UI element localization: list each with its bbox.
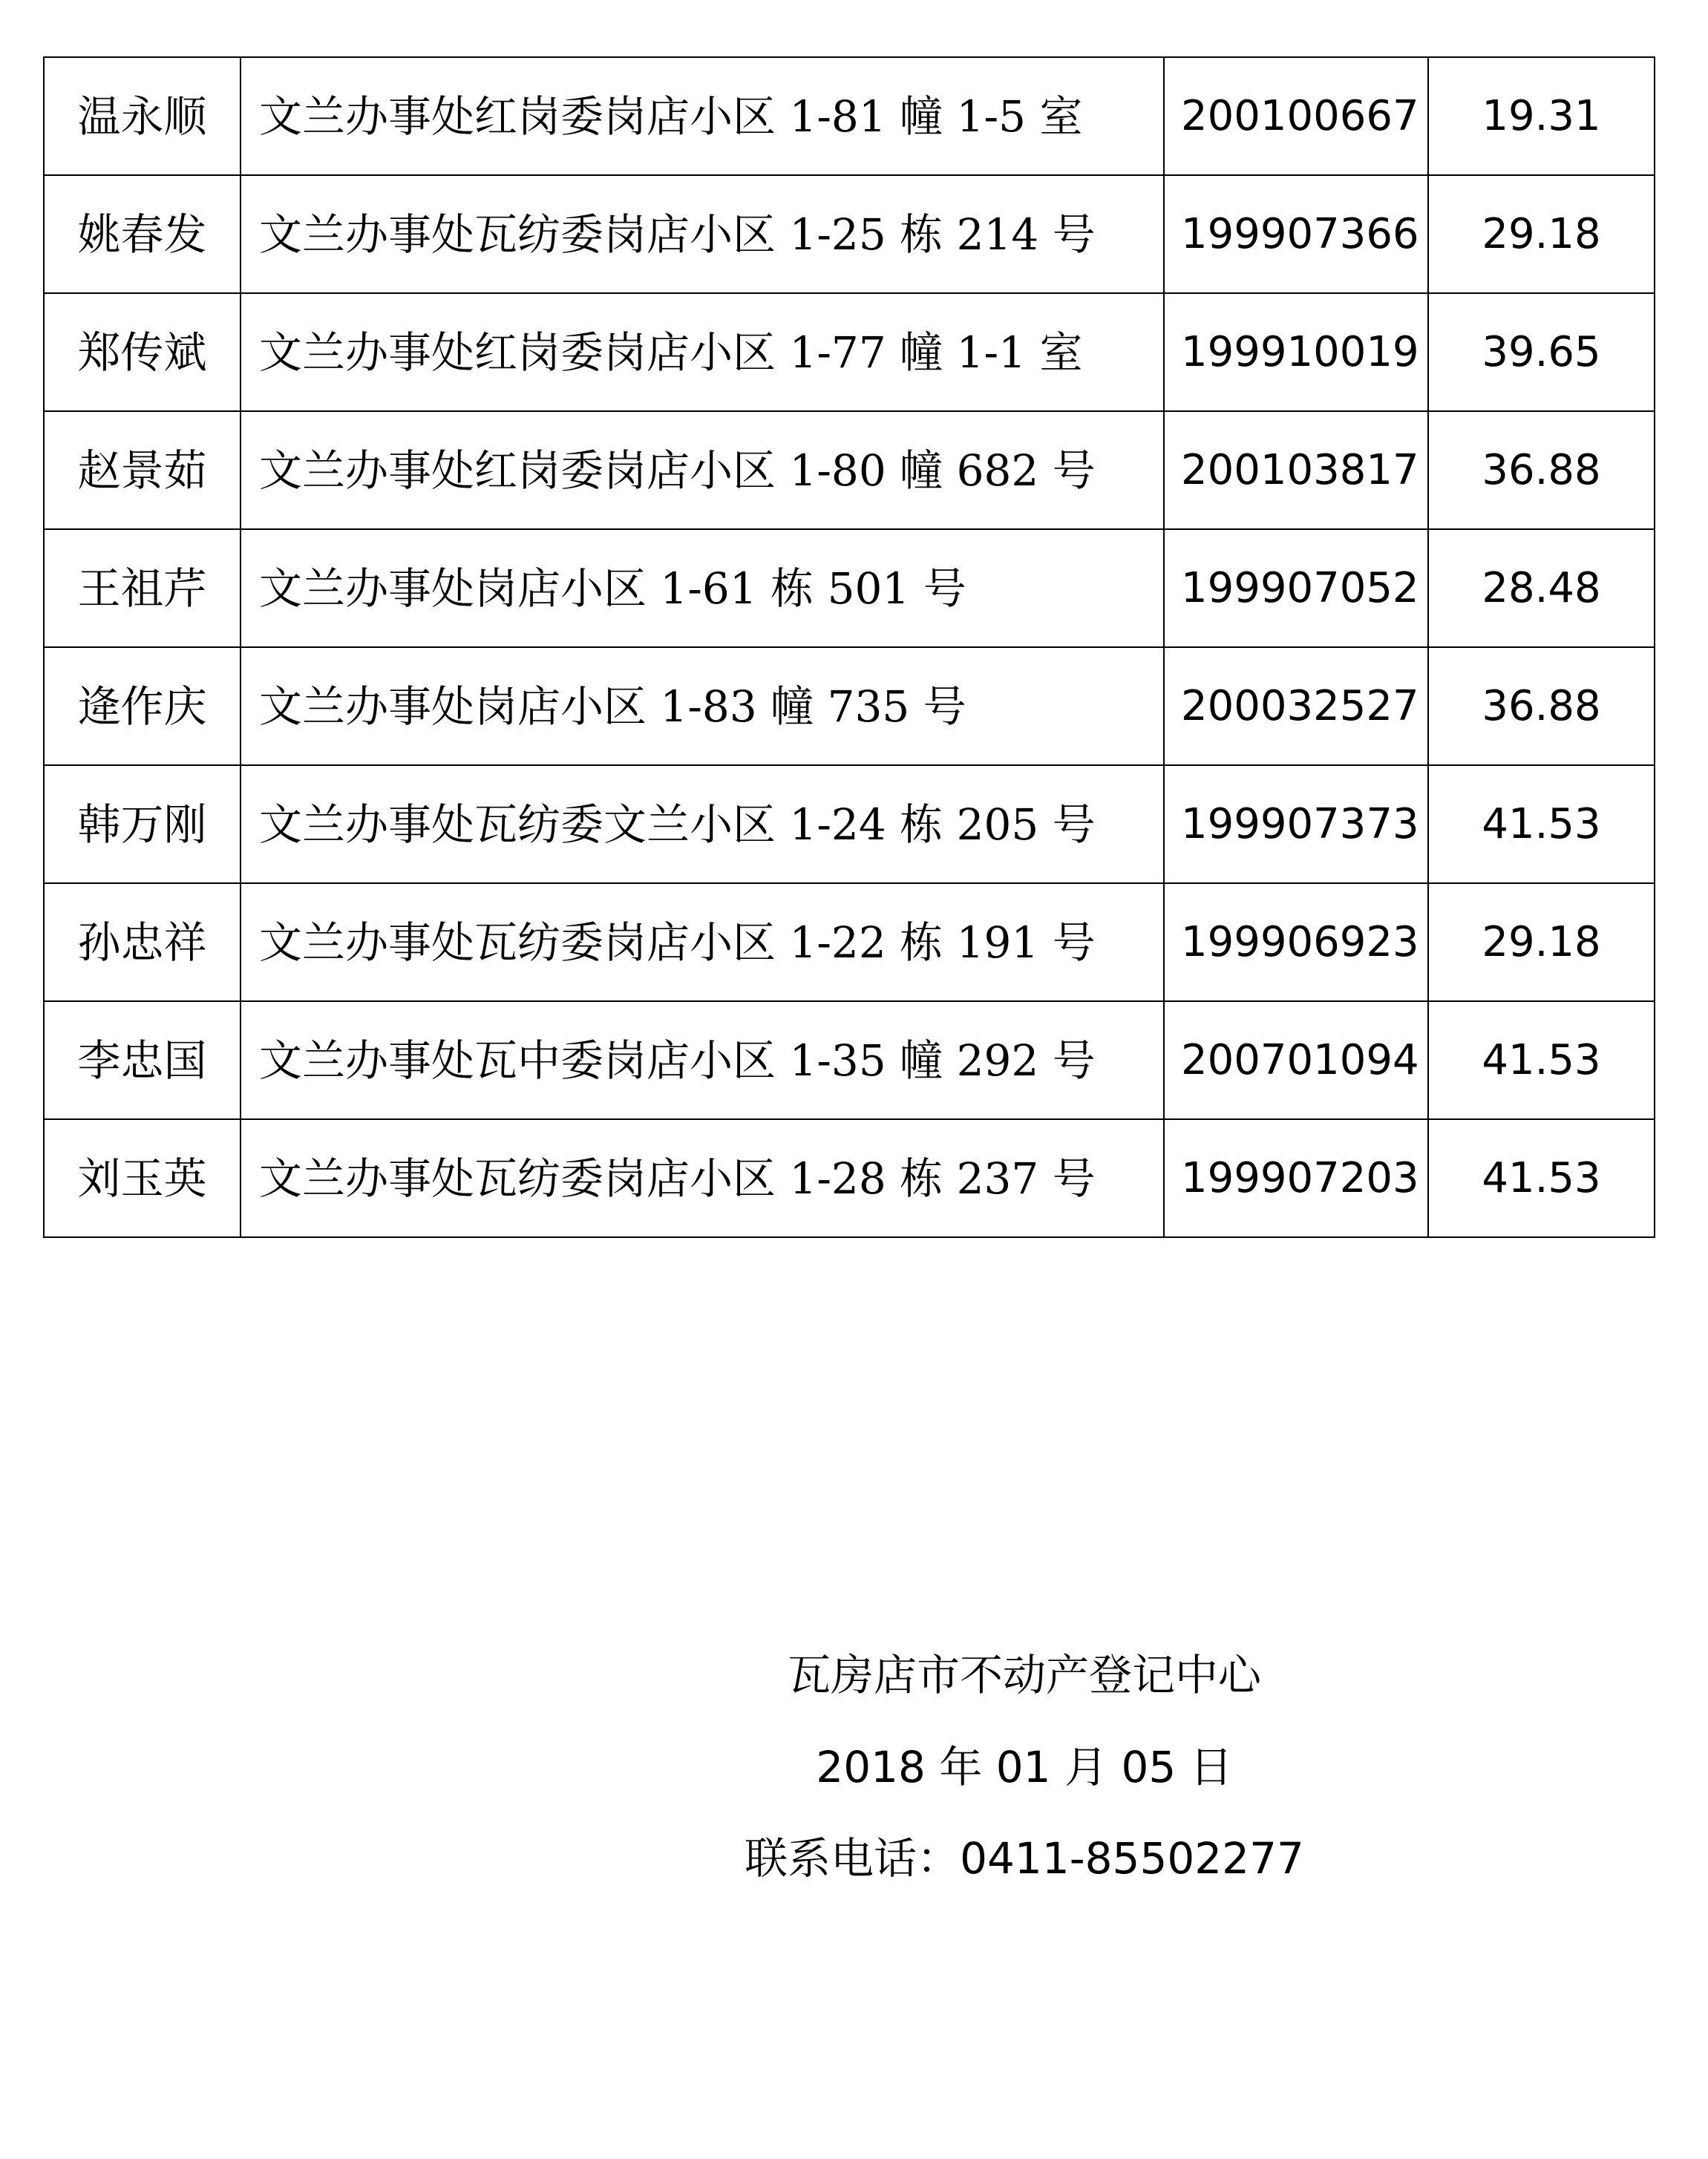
- area-cell: 41.53: [1428, 1119, 1655, 1237]
- contact-phone: 联系电话：0411-85502277: [745, 1833, 1304, 1884]
- record-number-cell: 200100667: [1164, 57, 1428, 175]
- table-row: [44, 1119, 1655, 1237]
- issuing-organization: 瓦房店市不动产登记中心: [787, 1650, 1261, 1700]
- owner-name-cell: 温永顺: [44, 57, 241, 175]
- address-cell: 文兰办事处岗店小区 1-61 栋 501 号: [241, 529, 1164, 647]
- area-cell: 39.65: [1428, 293, 1655, 411]
- record-number-cell: 199907373: [1164, 765, 1428, 883]
- table-body: [44, 57, 1655, 1237]
- address-cell: 文兰办事处岗店小区 1-83 幢 735 号: [241, 647, 1164, 765]
- owner-name-cell: 孙忠祥: [44, 883, 241, 1001]
- owner-name-cell: 王祖芹: [44, 529, 241, 647]
- table-row: [44, 647, 1655, 765]
- area-cell: 36.88: [1428, 647, 1655, 765]
- record-number-cell: 200032527: [1164, 647, 1428, 765]
- area-cell: 29.18: [1428, 883, 1655, 1001]
- address-cell: 文兰办事处瓦纺委岗店小区 1-25 栋 214 号: [241, 175, 1164, 293]
- registration-table: [43, 56, 1655, 1238]
- table-row: [44, 293, 1655, 411]
- owner-name-cell: 韩万刚: [44, 765, 241, 883]
- address-cell: 文兰办事处红岗委岗店小区 1-80 幢 682 号: [241, 411, 1164, 529]
- area-cell: 36.88: [1428, 411, 1655, 529]
- record-number-cell: 200701094: [1164, 1001, 1428, 1119]
- record-number-cell: 200103817: [1164, 411, 1428, 529]
- table-row: [44, 883, 1655, 1001]
- table-row: [44, 175, 1655, 293]
- area-cell: 29.18: [1428, 175, 1655, 293]
- area-cell: 41.53: [1428, 1001, 1655, 1119]
- record-number-cell: 199910019: [1164, 293, 1428, 411]
- owner-name-cell: 赵景茹: [44, 411, 241, 529]
- issue-date: 2018 年 01 月 05 日: [816, 1742, 1233, 1792]
- record-number-cell: 199907203: [1164, 1119, 1428, 1237]
- address-cell: 文兰办事处瓦纺委岗店小区 1-28 栋 237 号: [241, 1119, 1164, 1237]
- address-cell: 文兰办事处红岗委岗店小区 1-81 幢 1-5 室: [241, 57, 1164, 175]
- record-number-cell: 199906923: [1164, 883, 1428, 1001]
- owner-name-cell: 郑传斌: [44, 293, 241, 411]
- owner-name-cell: 逄作庆: [44, 647, 241, 765]
- table-row: [44, 1001, 1655, 1119]
- area-cell: 41.53: [1428, 765, 1655, 883]
- address-cell: 文兰办事处瓦纺委文兰小区 1-24 栋 205 号: [241, 765, 1164, 883]
- address-cell: 文兰办事处瓦中委岗店小区 1-35 幢 292 号: [241, 1001, 1164, 1119]
- table-row: [44, 529, 1655, 647]
- address-cell: 文兰办事处红岗委岗店小区 1-77 幢 1-1 室: [241, 293, 1164, 411]
- owner-name-cell: 姚春发: [44, 175, 241, 293]
- table-row: [44, 411, 1655, 529]
- area-cell: 19.31: [1428, 57, 1655, 175]
- table-row: [44, 57, 1655, 175]
- record-number-cell: 199907366: [1164, 175, 1428, 293]
- record-number-cell: 199907052: [1164, 529, 1428, 647]
- owner-name-cell: 刘玉英: [44, 1119, 241, 1237]
- address-cell: 文兰办事处瓦纺委岗店小区 1-22 栋 191 号: [241, 883, 1164, 1001]
- area-cell: 28.48: [1428, 529, 1655, 647]
- table-row: [44, 765, 1655, 883]
- owner-name-cell: 李忠国: [44, 1001, 241, 1119]
